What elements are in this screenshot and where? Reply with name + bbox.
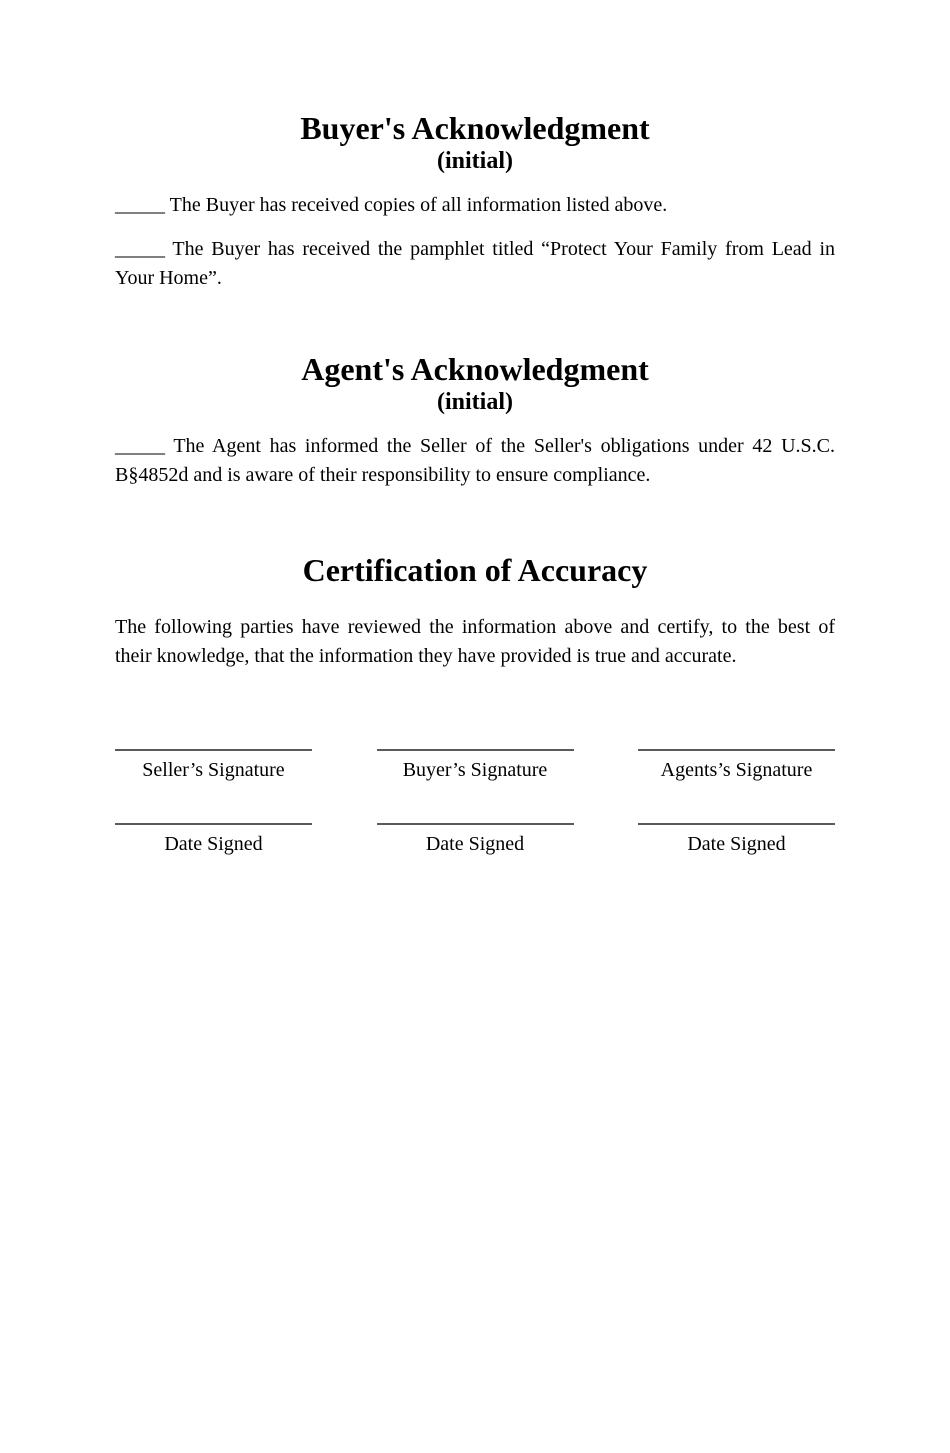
agent-acknowledgment-subtitle: (initial) [437, 389, 513, 415]
agent-acknowledgment-title: Agent's Acknowledgment [301, 351, 649, 387]
seller-signature-line[interactable] [115, 749, 312, 751]
buyer-signature-line[interactable] [377, 749, 574, 751]
agent-signature-column [638, 749, 835, 783]
buyer-acknowledgment-subtitle: (initial) [437, 148, 513, 174]
buyer-initial-blank-2[interactable]: _____ [115, 238, 165, 260]
certification-title: Certification of Accuracy [302, 552, 648, 588]
seller-date-column [115, 823, 312, 857]
signature-row [115, 749, 835, 783]
buyer-initial-blank-1[interactable]: _____ [115, 194, 165, 216]
agent-initial-blank-1[interactable]: _____ [115, 435, 165, 457]
seller-date-label: Date Signed [164, 833, 263, 855]
buyer-signature-label: Buyer’s Signature [402, 759, 548, 781]
agent-date-line[interactable] [638, 823, 835, 825]
date-signed-row [115, 823, 835, 857]
buyer-date-line[interactable] [377, 823, 574, 825]
signature-block [115, 749, 835, 857]
buyer-statement-2 [115, 235, 835, 293]
buyer-statement-2-text: The Buyer has received the pamphlet titled “Protect Your Family from Lead in Your Home”. [115, 238, 835, 289]
seller-signature-label: Seller’s Signature [142, 759, 285, 781]
buyer-date-label: Date Signed [425, 833, 525, 855]
agent-signature-line[interactable] [638, 749, 835, 751]
buyer-date-column [377, 823, 574, 857]
seller-signature-column [115, 749, 312, 783]
agent-statement-1-text: The Agent has informed the Seller of the Seller's obligations under 42 U.S.C. B§4852d and is aware of their responsibility to ensure compliance. [115, 435, 835, 486]
certification-body: The following parties have reviewed the information above and certify, to the best of their knowledge, that the information they have provided is true and accurate. [115, 616, 835, 667]
buyer-signature-column [377, 749, 574, 783]
buyer-statement-1-text: The Buyer has received copies of all information listed above. [165, 194, 668, 216]
agent-statement-1 [115, 432, 835, 490]
agent-signature-label: Agents’s Signature [660, 759, 813, 781]
document-page [0, 110, 950, 1453]
agent-date-column [638, 823, 835, 857]
buyer-statement-1 [115, 191, 835, 220]
buyer-acknowledgment-title: Buyer's Acknowledgment [300, 110, 650, 146]
agent-date-label: Date Signed [687, 833, 786, 855]
seller-date-line[interactable] [115, 823, 312, 825]
